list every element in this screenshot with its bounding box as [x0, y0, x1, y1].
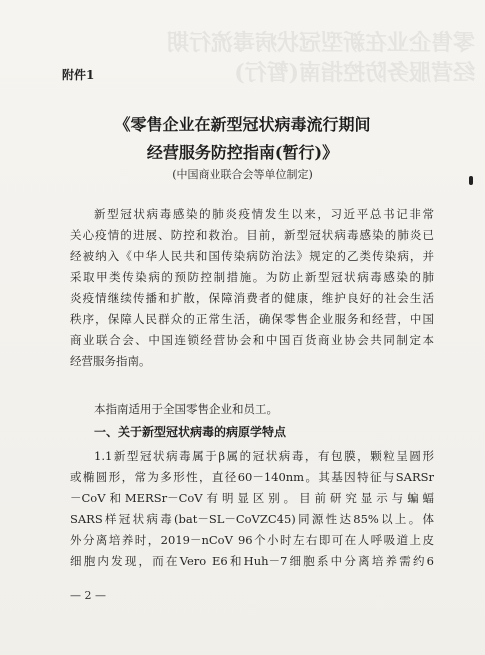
text-line: 新型冠状病毒感染的肺炎疫情发生以来，习近平总书记非常 [94, 207, 434, 221]
text-line: 商业联合会、中国连锁经营协会和中国百货商业协会共同制定本 [70, 333, 434, 347]
text-line: 经营服务指南。 [70, 354, 151, 368]
text-line: －CoV和MERSr－CoV有明显区别。目前研究显示与蝙蝠 [70, 491, 434, 505]
text-line: 关心疫情的进展、防控和救治。目前，新型冠状病毒感染的肺炎已 [70, 228, 434, 242]
text-line: SARS样冠状病毒(bat－SL－CoVZC45)同源性达85%以上。体 [70, 512, 434, 526]
subtitle: (中国商业联合会等单位制定) [172, 168, 313, 181]
text-line: 细胞内发现，而在Vero E6和Huh－7细胞系中分离培养需约6 [70, 554, 434, 568]
text-line: 采取甲类传染病的预防控制措施。为防止新型冠状病毒感染的肺 [70, 270, 434, 284]
text-line: 经被纳入《中华人民共和国传染病防治法》规定的乙类传染病，并 [70, 249, 434, 263]
paragraph-intro [70, 204, 434, 372]
text-line: 1.1新型冠状病毒属于β属的冠状病毒，有包膜，颗粒呈圆形 [94, 449, 434, 463]
text-line: 秩序，保障人民群众的正常生活，确保零售企业服务和经营，中国 [70, 312, 434, 326]
attachment-label: 附件1 [62, 68, 95, 82]
paragraph-scope: 本指南适用于全国零售企业和员工。 [94, 402, 278, 416]
paragraph-pathogen [70, 446, 434, 572]
page-number: — 2 — [70, 589, 106, 602]
show-through-text: 零售企业在新型冠状病毒流行期 经营服务防控指南(暂行) [166, 30, 475, 86]
text-line: 炎疫情继续传播和扩散，保障消费者的健康，维护良好的社会生活 [70, 291, 434, 305]
text-line: 外分离培养时，2019－nCoV 96个小时左右即可在人呼吸道上皮 [70, 533, 434, 547]
section-heading: 一、关于新型冠状病毒的病原学特点 [94, 425, 287, 439]
ink-speck [469, 176, 473, 185]
text-line: 或椭圆形，常为多形性，直径60－140nm。其基因特征与SARSr [70, 470, 434, 484]
title-line-2: 经营服务防控指南(暂行)》 [146, 143, 339, 162]
title-line-1: 《零售企业在新型冠状病毒流行期间 [114, 115, 371, 134]
